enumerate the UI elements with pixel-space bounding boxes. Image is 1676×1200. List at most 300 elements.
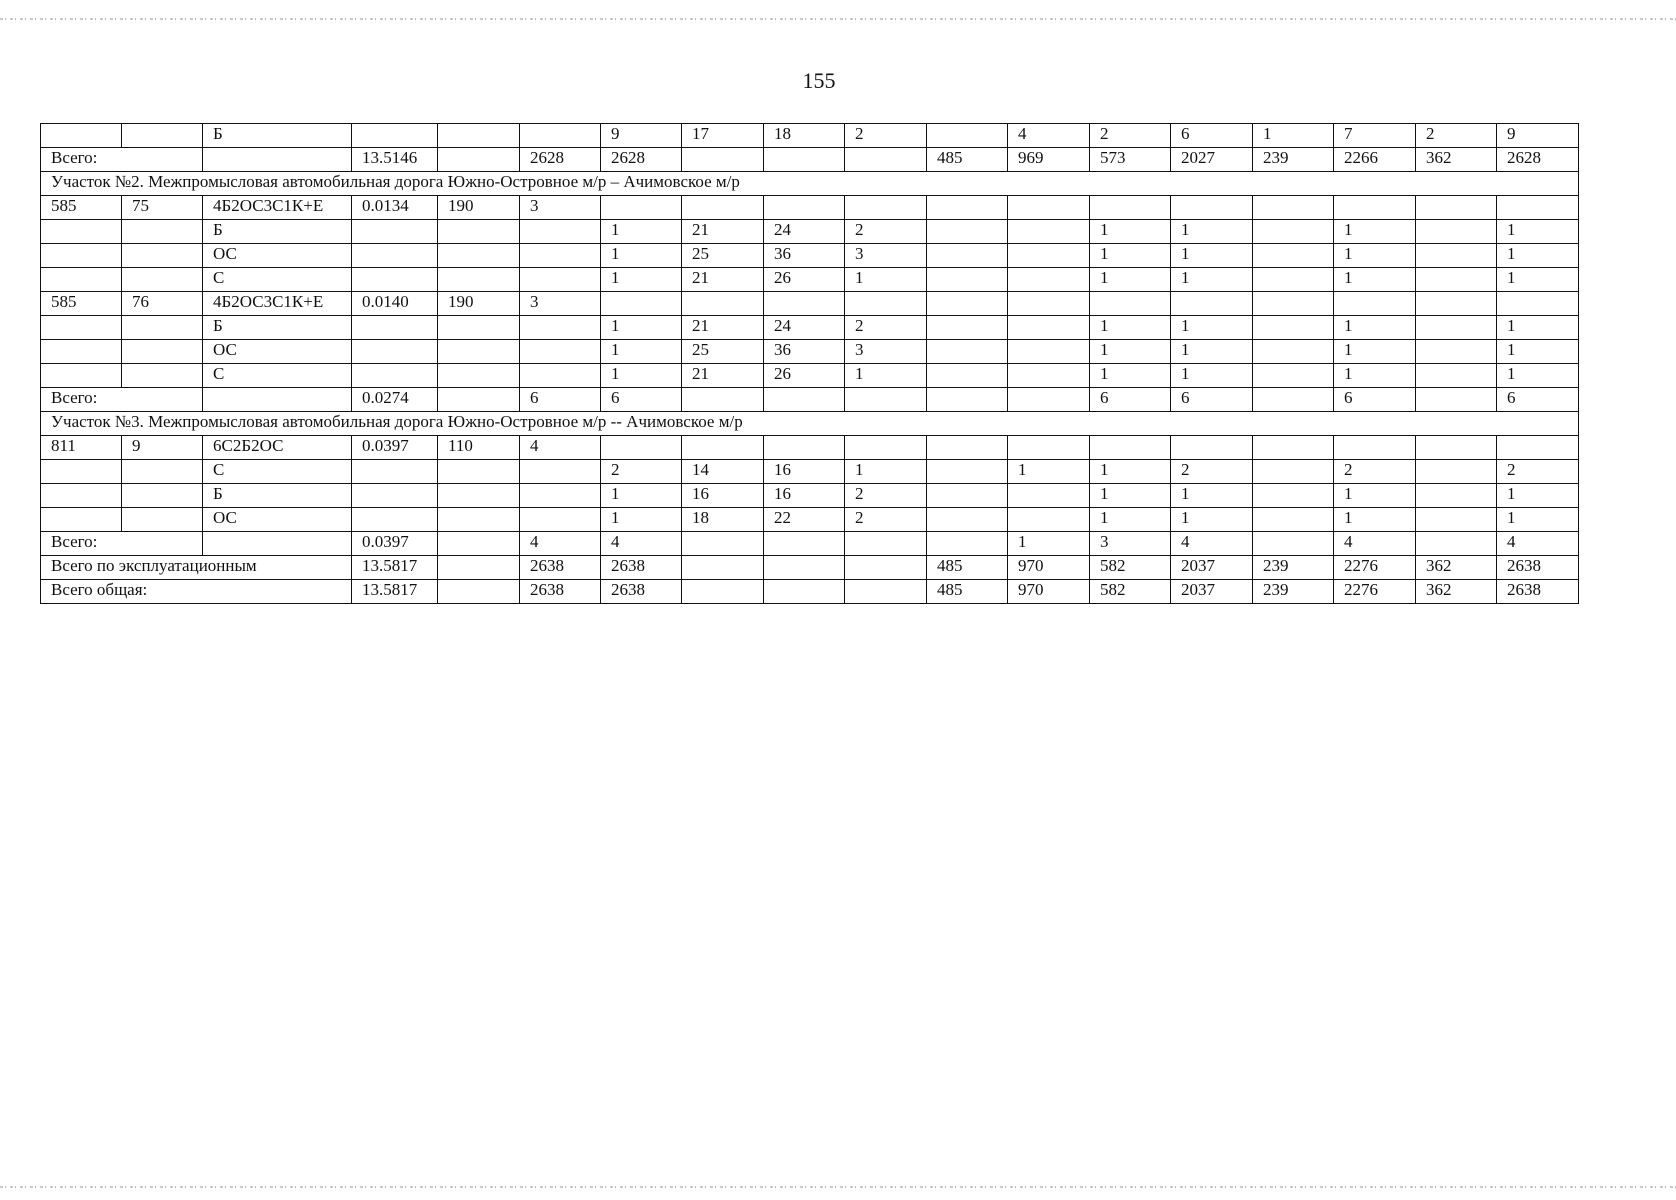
table-cell: 4: [601, 532, 682, 556]
table-cell: [682, 292, 764, 316]
total-row: [41, 532, 1579, 556]
table-cell: 1: [601, 316, 682, 340]
section-header-row: [41, 172, 1579, 196]
total-label: Всего:: [41, 148, 203, 172]
table-cell: 1: [601, 484, 682, 508]
table-cell: [520, 268, 601, 292]
table-cell: 18: [682, 508, 764, 532]
table-cell: 22: [764, 508, 845, 532]
section-header-row: [41, 412, 1579, 436]
table-cell: [927, 484, 1008, 508]
table-cell: [438, 268, 520, 292]
table-cell: [601, 292, 682, 316]
table-cell: 1: [1090, 220, 1171, 244]
table-cell: [520, 220, 601, 244]
section-title: Участок №2. Межпромысловая автомобильная дорога Южно-Островное м/р – Ачимовское м/р: [41, 172, 1579, 196]
table-cell: [927, 316, 1008, 340]
table-cell: [927, 244, 1008, 268]
table-cell: [927, 220, 1008, 244]
table-cell: 6: [1497, 388, 1579, 412]
table-cell: [1416, 460, 1497, 484]
table-cell: 2276: [1334, 580, 1416, 604]
table-row: [41, 460, 1579, 484]
table-cell: 2: [845, 508, 927, 532]
table-cell: ОС: [203, 340, 352, 364]
table-cell: 25: [682, 340, 764, 364]
table-cell: 1: [601, 268, 682, 292]
table-cell: [845, 580, 927, 604]
table-cell: [203, 148, 352, 172]
table-cell: [122, 316, 203, 340]
table-row: [41, 364, 1579, 388]
table-cell: 110: [438, 436, 520, 460]
table-cell: [122, 124, 203, 148]
table-cell: 16: [764, 484, 845, 508]
table-cell: 1: [1497, 268, 1579, 292]
table-cell: 7: [1334, 124, 1416, 148]
table-cell: 239: [1253, 148, 1334, 172]
table-cell: 9: [122, 436, 203, 460]
table-cell: [1416, 292, 1497, 316]
table-cell: [1253, 508, 1334, 532]
table-cell: 1: [845, 460, 927, 484]
table-cell: [845, 532, 927, 556]
table-cell: 6: [601, 388, 682, 412]
table-cell: 3: [520, 292, 601, 316]
table-cell: 1: [1090, 244, 1171, 268]
table-cell: 6: [1171, 124, 1253, 148]
table-cell: [764, 580, 845, 604]
table-cell: 1: [1090, 268, 1171, 292]
table-cell: 1: [1334, 268, 1416, 292]
table-cell: 2027: [1171, 148, 1253, 172]
table-cell: 2037: [1171, 580, 1253, 604]
table-cell: [1090, 436, 1171, 460]
table-cell: 13.5146: [352, 148, 438, 172]
table-cell: 239: [1253, 556, 1334, 580]
table-cell: 4Б2ОС3С1К+Е: [203, 196, 352, 220]
table-cell: [41, 220, 122, 244]
table-cell: 1: [1008, 460, 1090, 484]
table-cell: [1008, 508, 1090, 532]
table-cell: 582: [1090, 556, 1171, 580]
table-cell: 2638: [601, 556, 682, 580]
table-cell: 1: [1171, 508, 1253, 532]
table-cell: [352, 316, 438, 340]
table-cell: 1: [1334, 484, 1416, 508]
table-cell: 24: [764, 316, 845, 340]
table-cell: 0.0397: [352, 532, 438, 556]
table-cell: [1416, 340, 1497, 364]
table-cell: [1497, 196, 1579, 220]
table-cell: [1416, 364, 1497, 388]
total-label: Всего общая:: [41, 580, 352, 604]
table-cell: 0.0274: [352, 388, 438, 412]
table-cell: [520, 340, 601, 364]
table-cell: [1171, 196, 1253, 220]
table-cell: 1: [1090, 316, 1171, 340]
table-cell: 21: [682, 316, 764, 340]
table-cell: 17: [682, 124, 764, 148]
table-cell: 1: [601, 508, 682, 532]
table-cell: 1: [1334, 340, 1416, 364]
table-cell: [41, 484, 122, 508]
table-cell: 1: [1171, 316, 1253, 340]
table-cell: 2266: [1334, 148, 1416, 172]
table-cell: [1334, 436, 1416, 460]
table-cell: 190: [438, 292, 520, 316]
table-cell: 1: [1334, 220, 1416, 244]
table-cell: 13.5817: [352, 580, 438, 604]
table-cell: 6: [1090, 388, 1171, 412]
table-cell: 16: [682, 484, 764, 508]
table-cell: [1008, 436, 1090, 460]
table-cell: 585: [41, 292, 122, 316]
total-row: [41, 556, 1579, 580]
table-cell: [438, 532, 520, 556]
table-cell: [927, 388, 1008, 412]
table-cell: 21: [682, 220, 764, 244]
table-cell: [122, 484, 203, 508]
table-cell: 3: [845, 244, 927, 268]
table-cell: [845, 388, 927, 412]
table-cell: [520, 508, 601, 532]
table-cell: [41, 460, 122, 484]
table-cell: [682, 436, 764, 460]
table-cell: [1008, 220, 1090, 244]
table-cell: [1008, 292, 1090, 316]
table-cell: [764, 556, 845, 580]
table-cell: Б: [203, 124, 352, 148]
table-cell: 75: [122, 196, 203, 220]
table-cell: [1171, 292, 1253, 316]
table-cell: [682, 148, 764, 172]
table-cell: 2628: [1497, 148, 1579, 172]
table-cell: [764, 148, 845, 172]
table-cell: ОС: [203, 244, 352, 268]
table-cell: 4: [1334, 532, 1416, 556]
table-cell: 2638: [1497, 556, 1579, 580]
table-cell: [203, 532, 352, 556]
table-cell: [601, 436, 682, 460]
table-cell: 2638: [1497, 580, 1579, 604]
table-cell: 1: [1171, 220, 1253, 244]
total-label: Всего:: [41, 532, 203, 556]
table-cell: 1: [1090, 484, 1171, 508]
table-cell: [1253, 340, 1334, 364]
total-row: [41, 580, 1579, 604]
table-cell: 2638: [520, 580, 601, 604]
table-cell: 1: [601, 244, 682, 268]
table-row: [41, 244, 1579, 268]
total-label: Всего:: [41, 388, 203, 412]
table-cell: 36: [764, 340, 845, 364]
table-row: [41, 436, 1579, 460]
table-cell: 1: [1171, 484, 1253, 508]
table-cell: 26: [764, 364, 845, 388]
table-cell: 1: [1090, 364, 1171, 388]
table-cell: [1253, 484, 1334, 508]
table-cell: 1: [1090, 508, 1171, 532]
table-cell: [1416, 388, 1497, 412]
table-cell: 0.0140: [352, 292, 438, 316]
table-cell: 239: [1253, 580, 1334, 604]
table-cell: 1: [601, 340, 682, 364]
table-cell: [1253, 244, 1334, 268]
table-cell: 1: [1497, 484, 1579, 508]
table-cell: 1: [1090, 340, 1171, 364]
table-cell: [1253, 364, 1334, 388]
table-cell: 1: [845, 268, 927, 292]
table-cell: [1334, 292, 1416, 316]
table-cell: 1: [1334, 364, 1416, 388]
table-cell: 1: [1253, 124, 1334, 148]
table-cell: [122, 340, 203, 364]
table-cell: [122, 508, 203, 532]
table-cell: [438, 124, 520, 148]
table-cell: 2628: [520, 148, 601, 172]
table-cell: 362: [1416, 148, 1497, 172]
table-cell: 1: [1171, 340, 1253, 364]
table-cell: [1253, 316, 1334, 340]
table-cell: [438, 580, 520, 604]
table-cell: 1: [1497, 364, 1579, 388]
table-cell: 2: [1171, 460, 1253, 484]
table-cell: 1: [1497, 340, 1579, 364]
table-cell: [352, 268, 438, 292]
table-cell: [1008, 268, 1090, 292]
table-cell: 573: [1090, 148, 1171, 172]
table-cell: 1: [1171, 244, 1253, 268]
table-cell: 2: [845, 220, 927, 244]
table-cell: 1: [1008, 532, 1090, 556]
table-row: [41, 292, 1579, 316]
table-cell: С: [203, 364, 352, 388]
scan-noise-bottom: [0, 1186, 1676, 1188]
table-cell: [1416, 436, 1497, 460]
table-cell: [845, 148, 927, 172]
table-cell: [352, 364, 438, 388]
table-cell: [927, 340, 1008, 364]
table-cell: [352, 244, 438, 268]
table-cell: [352, 220, 438, 244]
table-cell: 16: [764, 460, 845, 484]
table-cell: [520, 244, 601, 268]
table-cell: [845, 556, 927, 580]
table-cell: [1497, 292, 1579, 316]
table-cell: Б: [203, 220, 352, 244]
table-cell: [682, 196, 764, 220]
table-cell: 3: [520, 196, 601, 220]
table-cell: [845, 292, 927, 316]
table-cell: 2276: [1334, 556, 1416, 580]
table-cell: [1253, 292, 1334, 316]
table-cell: [520, 460, 601, 484]
table-cell: [438, 556, 520, 580]
table-row: [41, 196, 1579, 220]
table-cell: 6: [520, 388, 601, 412]
table-cell: 2: [845, 484, 927, 508]
table-cell: 21: [682, 364, 764, 388]
table-cell: 2: [601, 460, 682, 484]
table-cell: 18: [764, 124, 845, 148]
table-cell: 582: [1090, 580, 1171, 604]
table-cell: [845, 196, 927, 220]
table-cell: 1: [1171, 268, 1253, 292]
table-cell: [927, 196, 1008, 220]
page-number: 155: [802, 68, 836, 93]
table-cell: 76: [122, 292, 203, 316]
table-cell: [352, 484, 438, 508]
table-cell: [122, 244, 203, 268]
table-row: [41, 268, 1579, 292]
table-cell: 1: [1497, 244, 1579, 268]
table-cell: 2: [1497, 460, 1579, 484]
table-cell: [438, 316, 520, 340]
table-cell: 1: [601, 220, 682, 244]
table-cell: [845, 436, 927, 460]
table-cell: 13.5817: [352, 556, 438, 580]
table-cell: [927, 436, 1008, 460]
table-cell: 1: [1497, 316, 1579, 340]
table-cell: [41, 364, 122, 388]
table-cell: 2: [1090, 124, 1171, 148]
table-cell: 4: [520, 436, 601, 460]
table-cell: [682, 388, 764, 412]
table-cell: [1416, 532, 1497, 556]
table-cell: [438, 364, 520, 388]
table-cell: 2638: [520, 556, 601, 580]
table-cell: [1008, 244, 1090, 268]
table-cell: 4: [1008, 124, 1090, 148]
table-cell: 2: [845, 316, 927, 340]
table-cell: Б: [203, 484, 352, 508]
table-cell: 1: [1497, 220, 1579, 244]
table-cell: Б: [203, 316, 352, 340]
table-cell: [41, 268, 122, 292]
table-cell: [352, 124, 438, 148]
table-cell: 9: [1497, 124, 1579, 148]
table-cell: 4: [1497, 532, 1579, 556]
table-cell: 2628: [601, 148, 682, 172]
table-cell: 0.0397: [352, 436, 438, 460]
table-cell: [1416, 244, 1497, 268]
table-row: [41, 340, 1579, 364]
table-cell: [1008, 364, 1090, 388]
table-cell: [682, 580, 764, 604]
table-cell: 4: [1171, 532, 1253, 556]
table-cell: [122, 364, 203, 388]
table-cell: 6: [1171, 388, 1253, 412]
table-cell: [682, 556, 764, 580]
table-row: [41, 316, 1579, 340]
table-cell: [1253, 436, 1334, 460]
table-cell: [927, 268, 1008, 292]
table-cell: [203, 388, 352, 412]
table-cell: [1416, 316, 1497, 340]
table-cell: [927, 124, 1008, 148]
table-cell: [1253, 196, 1334, 220]
table-cell: [352, 508, 438, 532]
table-cell: 811: [41, 436, 122, 460]
table-cell: [1008, 484, 1090, 508]
table-cell: [1008, 316, 1090, 340]
total-row: [41, 388, 1579, 412]
table-cell: 1: [1334, 244, 1416, 268]
table-cell: [764, 436, 845, 460]
table-cell: [1416, 196, 1497, 220]
table-cell: [438, 148, 520, 172]
table-cell: [122, 460, 203, 484]
table-cell: [1008, 340, 1090, 364]
table-cell: 1: [1090, 460, 1171, 484]
table-cell: [1497, 436, 1579, 460]
table-cell: [1253, 532, 1334, 556]
table-cell: [438, 340, 520, 364]
total-row: [41, 148, 1579, 172]
table-cell: [122, 220, 203, 244]
table-cell: [41, 508, 122, 532]
table-cell: 14: [682, 460, 764, 484]
table-cell: ОС: [203, 508, 352, 532]
table-cell: [927, 292, 1008, 316]
table-cell: 26: [764, 268, 845, 292]
table-cell: [520, 364, 601, 388]
table-cell: [438, 484, 520, 508]
table-cell: [764, 388, 845, 412]
total-label: Всего по эксплуатационным: [41, 556, 352, 580]
table-cell: 25: [682, 244, 764, 268]
table-cell: 9: [601, 124, 682, 148]
table-row: [41, 124, 1579, 148]
table-cell: [438, 508, 520, 532]
table-cell: [601, 196, 682, 220]
table-cell: 21: [682, 268, 764, 292]
table-cell: [682, 532, 764, 556]
table-cell: 2638: [601, 580, 682, 604]
table-cell: [927, 364, 1008, 388]
table-cell: [927, 460, 1008, 484]
table-cell: 1: [601, 364, 682, 388]
table-cell: [1171, 436, 1253, 460]
table-row: [41, 220, 1579, 244]
table-cell: С: [203, 460, 352, 484]
table-cell: 585: [41, 196, 122, 220]
table-cell: 485: [927, 148, 1008, 172]
table-cell: [1416, 220, 1497, 244]
table-cell: [352, 460, 438, 484]
table-cell: 190: [438, 196, 520, 220]
table-cell: 485: [927, 580, 1008, 604]
table-cell: [41, 316, 122, 340]
table-cell: [41, 124, 122, 148]
table-cell: [520, 124, 601, 148]
table-cell: 1: [1334, 508, 1416, 532]
table-cell: [1008, 196, 1090, 220]
table-cell: 4: [520, 532, 601, 556]
table-cell: 969: [1008, 148, 1090, 172]
table-cell: 1: [1497, 508, 1579, 532]
table-cell: 362: [1416, 580, 1497, 604]
table-cell: [438, 220, 520, 244]
table-cell: [1090, 292, 1171, 316]
table-cell: [927, 508, 1008, 532]
table-cell: 970: [1008, 580, 1090, 604]
table-cell: 3: [845, 340, 927, 364]
table-cell: 36: [764, 244, 845, 268]
table-cell: 24: [764, 220, 845, 244]
table-cell: 2: [1416, 124, 1497, 148]
